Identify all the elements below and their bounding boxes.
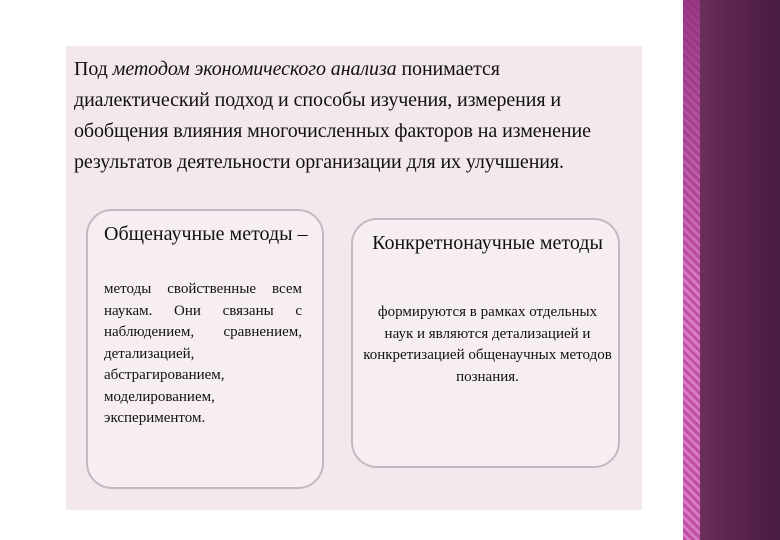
definition-prefix: Под bbox=[74, 58, 113, 80]
definition-text: понимается диалектический подход и способы изучения, измерения и обобщения влияния многочисленных факторов на изменение результатов деятельности организации для их улучшения. bbox=[74, 58, 591, 173]
general-methods-box bbox=[86, 209, 324, 489]
definition-paragraph bbox=[74, 54, 634, 178]
definition-term: методом экономического анализа bbox=[112, 58, 397, 80]
specific-methods-title: Конкретнонаучные методы bbox=[372, 232, 603, 254]
general-methods-title: Общенаучные методы – bbox=[104, 223, 308, 245]
specific-methods-description: формируются в рамках отдельных наук и являются детализацией и конкретизацией общенаучных методов познания. bbox=[363, 304, 612, 385]
specific-methods-box bbox=[351, 218, 620, 468]
decorative-side-strip bbox=[683, 0, 700, 540]
decorative-side-band bbox=[700, 0, 780, 540]
general-methods-description: методы свойственные всем наукам. Они связаны с наблюдением, сравнением, детализацией, абстрагированием, моделированием, экспериментом. bbox=[104, 281, 302, 426]
slide-content bbox=[66, 46, 642, 510]
